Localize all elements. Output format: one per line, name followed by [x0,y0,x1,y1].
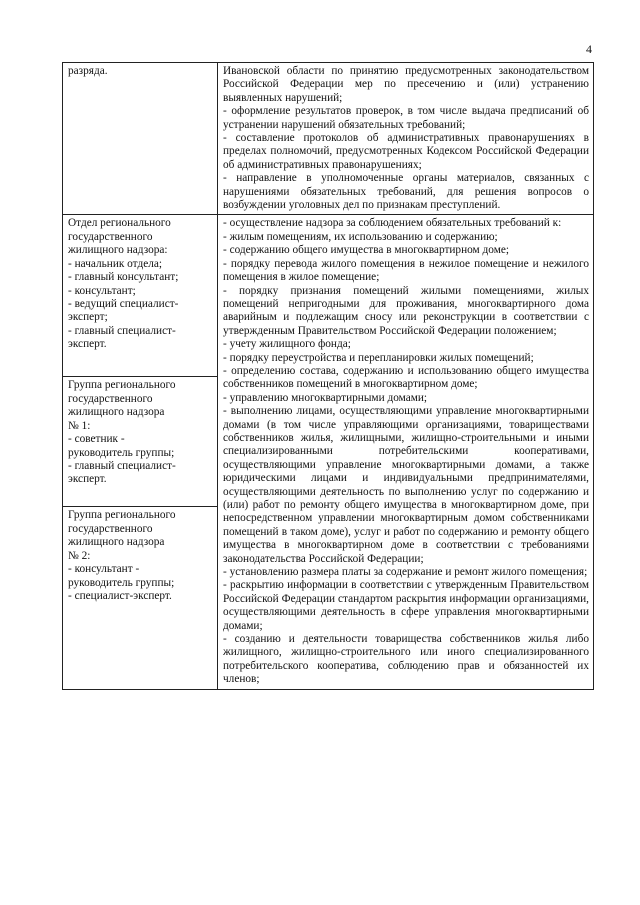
duty-paragraph: Ивановской области по принятию предусмотренных законодательством Российской Федерации мер по пресечению и (или) устранению выявленных нарушений; [223,65,589,104]
duty-paragraph: - выполнению лицами, осуществляющими управление многоквартирными домами (в том числе управляющими организациями, товариществами собственников жилья, жилищными, жилищно-строительными и иными специализированными потребительскими кооперативами, осуществляющими управление многоквартирными домами, а также юридическими лицами и индивидуальными предпринимателями, осуществляющими деятельность по выполнению услуг по содержанию и (или) работ по ремонту общего имущества в многоквартирном доме, при непосредственном управлении многоквартирным домом собственниками помещений в таком доме), услуг и работ по содержанию и ремонту общего имущества в многоквартирном доме в соответствии с требованиями законодательства Российской Федерации; [223,405,589,565]
cell-line: руководитель группы; [68,446,175,459]
cell-line: № 2: [68,549,91,562]
duty-paragraph: - учету жилищного фонда; [223,338,351,351]
cell-line: Группа регионального [68,509,176,522]
department-cell [63,215,218,377]
department-cell [63,507,218,689]
cell-line: - главный специалист- [68,324,176,337]
duties-cell [218,63,594,215]
department-cell [63,63,218,215]
table-row [63,215,594,377]
duty-paragraph: - порядку перевода жилого помещения в нежилое помещение и нежилого помещения в жилое помещение; [223,257,589,284]
page-number: 4 [586,42,592,56]
cell-line: Отдел регионального [68,217,171,230]
duties-cell [218,215,594,689]
cell-line: - советник - [68,433,125,446]
duty-paragraph: - созданию и деятельности товарищества собственников жилья либо жилищного, жилищно-строительного или иного специализированного потребительского кооператива, соблюдению прав и обязанностей их членов; [223,633,589,686]
cell-line: - консультант; [68,284,136,297]
cell-line: - специалист-эксперт. [68,589,172,602]
duty-paragraph: - содержанию общего имущества в многоквартирном доме; [223,244,510,257]
duty-paragraph: - установлению размера платы за содержание и ремонт жилого помещения; [223,566,588,579]
duties-table [62,62,594,690]
department-cell [63,377,218,507]
table-row [63,63,594,215]
cell-line: эксперт; [68,311,108,324]
duty-paragraph: - раскрытию информации в соответствии с утвержденным Правительством Российской Федерации стандартом раскрытия информации организациями, осуществляющими деятельность в сфере управления многоквартирными домами; [223,579,589,632]
cell-line: - главный специалист- [68,459,176,472]
cell-line: № 1: [68,419,91,432]
cell-line: государственного [68,522,153,535]
duty-paragraph: - порядку признания помещений жилыми помещениями, жилых помещений непригодными для проживания, многоквартирного дома аварийным и подлежащим сносу или реконструкции в соответствии с утвержденным Правительством Российской Федерации положением; [223,284,589,337]
duty-paragraph: - осуществление надзора за соблюдением обязательных требований к: [223,217,562,230]
cell-line: руководитель группы; [68,576,175,589]
duty-paragraph: - жилым помещениям, их использованию и содержанию; [223,230,498,243]
duty-paragraph: - определению состава, содержанию и использованию общего имущества собственников помещений в многоквартирном доме; [223,364,589,391]
cell-line: - начальник отдела; [68,257,163,270]
cell-line: эксперт. [68,338,107,351]
cell-line: - главный консультант; [68,271,179,284]
cell-line: эксперт. [68,473,107,486]
cell-line: государственного [68,392,153,405]
duty-paragraph: - составление протоколов об административных правонарушениях в пределах полномочий, предусмотренных Кодексом Российской Федерации об административных правонарушениях; [223,132,589,171]
duty-paragraph: - управлению многоквартирными домами; [223,391,428,404]
duty-paragraph: - оформление результатов проверок, в том числе выдача предписаний об устранении нарушений обязательных требований; [223,105,589,131]
duty-paragraph: - порядку переустройства и перепланировки жилых помещений; [223,351,534,364]
cell-line: жилищного надзора: [68,244,168,257]
duty-paragraph: - направление в уполномоченные органы материалов, связанных с нарушениями обязательных требований, для решения вопросов о возбуждении уголовных дел по признакам преступлений. [223,172,589,212]
cell-line: Группа регионального [68,379,176,392]
cell-line: жилищного надзора [68,406,165,419]
cell-line: - консультант - [68,563,140,576]
cell-line: жилищного надзора [68,536,165,549]
cell-line: разряда. [68,65,108,77]
cell-line: государственного [68,230,153,243]
cell-line: - ведущий специалист- [68,297,179,310]
